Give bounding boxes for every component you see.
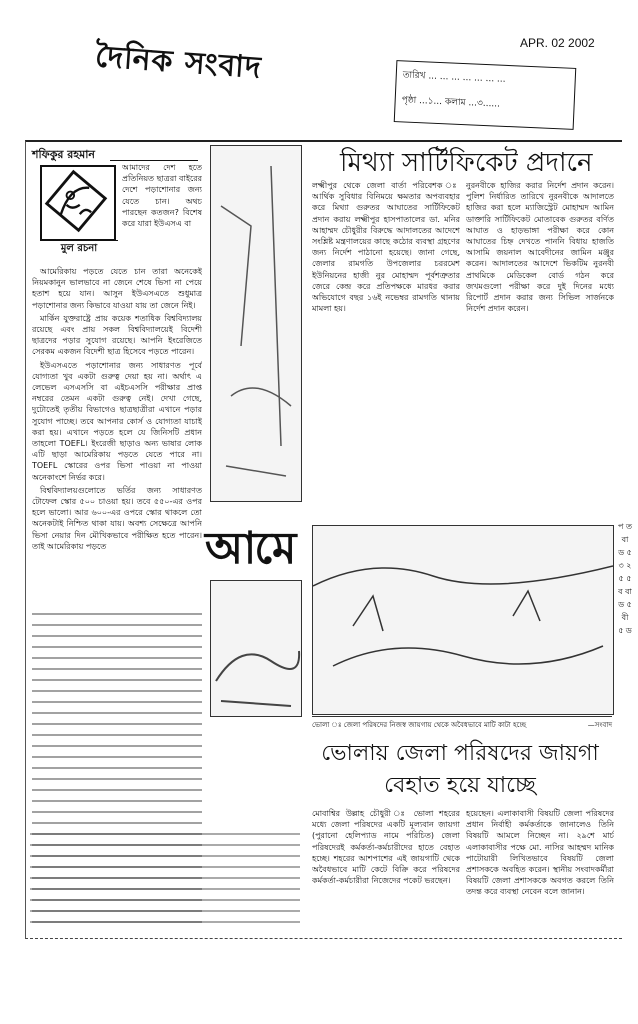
headline-fake-certificate: মিথ্যা সার্টিফিকেট প্রদানে xyxy=(340,148,593,178)
photo-soil-cutting xyxy=(312,525,614,715)
photo-small xyxy=(210,580,302,717)
article-body-col2: নুরনবীকে হাজির করার নির্দেশ প্রদান করেন। পুলিশ নির্ধারিত তারিখে নুরনবীকে আদালতে হাজির করা হলে ম্যাজিস্ট্রেট মোহাম্মদ আমিন ডাক্তারি সার্টিফিকেট মোতাবেক গুরুতর বর্ণিত আঘাত ও হাড়ভাঙ্গা পরীক্ষা করে কোন আঘাতের চিহ্ন দেখতে পাননি বিধায় হাজতি আসামি জয়নাল আবেদীনের জামিন মঞ্জুর করেন। আদালতের আদেশে ভিকটিম নুরনবী প্রাথমিকে মেডিকেল বোর্ড গঠন করে জখমগুলো পরীক্ষা করে দুই দিনের মধ্যে রিপোর্ট প্রদান করার জন্য সিভিল সার্জনকে নির্দেশ প্রদান করেন। xyxy=(466,181,614,314)
article-bottom-col2: হয়েছেন। এলাকাবাসী বিষয়টি জেলা পরিষদের প্রধান নির্বাহী কর্মকর্তাকে জানালেও তিনি বিষয়টি আমলে নিচ্ছেন না। ২৯শে মার্চ এলাকাবাসীর পক্ষে মো. নাসির আহম্মদ মানিক পাটোয়ারী লিখিতভাবে বিষয়টি জেলা প্রশাসককে অবহিত করেন। স্থানীয় সংবাদকর্মীরা বিষয়টি জেলা প্রশাসককে অবগত করলে তিনি তদন্ত করে ব্যবস্থা নেবেন বলে জানান। xyxy=(466,809,614,897)
section-logo-label: মুল রচনা xyxy=(40,240,118,258)
article-body-col1: লক্ষ্মীপুর থেকে জেলা বার্তা পরিবেশক ঃ আর্থিক সুবিধার বিনিময়ে ক্ষমতার অপব্যবহার করে মিথ্যা গুরুতর আঘাতের সার্টিফিকেট প্রদান করায় লক্ষ্মীপুর হাসপাতালের ডা. মনির আহাম্মদ চৌধুরীর বিরুদ্ধে আদালতের আদেশে সংশ্লিষ্ট মন্ত্রণালয়ের কাছে কঠোর ব্যবস্থা গ্রহণের জন্য নির্দেশ পাঠানো হয়েছে। জানা গেছে, জেলার রামগতি উপজেলার চররমেশ ইউনিয়নের হাজী নুর মোহাম্মদ পূর্বশত্রুতার জেরে কেন্দ্র করে প্রতিপক্ষকে মারধর করার অভিযোগে বছর ১৬ই নভেম্বর রামগতি থানায় মামলা হয়। xyxy=(312,181,460,314)
article-bottom-col1: মোবাশ্বির উল্লাহ চৌধুরী ঃ ভোলা শহরের মধ্যে জেলা পরিষদের একটি মূল্যবান জায়গা (পুরানো হেলিপ্যাড নামে পরিচিত) জেলা পরিষদেরই কর্মকর্তা-কর্মচারীদের হাতে বেহাত হচ্ছে। শহরের আশপাশের এই জায়গাটি থেকে অবৈধভাবে মাটি কেটে বিক্রি করে পরিষদের কর্মকর্তা-কর্মচারীরা নিজেদের পকেট ভরছেন। xyxy=(312,809,460,886)
section-logo-icon xyxy=(40,165,116,241)
photo-vertical xyxy=(210,145,302,502)
photo-credit: —সংবাদ xyxy=(587,721,612,729)
article-intro: আমাদের দেশ হতে প্রতিনিয়ত ছাত্ররা বাইরের দেশে পড়াশোনার জন্য যেতে চান। অথচ পারছেন কতজন? বিশেষ করে যারা ইউএসএ বা xyxy=(122,163,202,229)
caption-text: ভোলা ঃ জেলা পরিষদের নিজস্ব জায়গায় থেকে অবৈধভাবে মাটি কাটা হচ্ছে xyxy=(312,721,527,729)
headline-line: বেহাত হয়ে যাচ্ছে xyxy=(384,773,536,798)
headline-bhola xyxy=(315,738,605,802)
filing-stamp xyxy=(394,60,577,130)
partial-headline: আমে xyxy=(205,523,295,574)
divider xyxy=(110,160,198,161)
byline: শফিকুর রহমান xyxy=(32,148,95,161)
illegible-text-block xyxy=(30,830,300,930)
paragraph: আমেরিকায় পড়তে যেতে চান তারা অনেকেই নিয়মকানুন ভালভাবে না জেনে শেষে ভিসা না পেয়ে হতাশ হয়ে যান। আসুন ইউএসএতে শুধুমাত্র পড়াশোনার জন্য কিভাবে যাওয়া যায় তা জেনে নিই। xyxy=(32,267,202,310)
headline-line: ভোলায় জেলা পরিষদের জায়গা xyxy=(321,741,599,766)
article-body-left xyxy=(32,266,202,606)
date-stamp: APR. 02 2002 xyxy=(520,36,595,50)
paragraph: মার্কিন যুক্তরাষ্ট্রে প্রায় কয়েক শতাধিক বিশ্ববিদ্যালয় রয়েছে এবং প্রায় সকল বিশ্ববিদ্যালয়েই বিদেশী ছাত্রদের পড়ার সুযোগ রয়েছে। আপনি ইংরেজিতে সেরকম একজন বিদেশী ছাত্র হিসেবে পড়তে পারেন। xyxy=(32,313,202,357)
stamp-date-line: তারিখ ... ... ... ... ... ... ... xyxy=(402,70,506,85)
photo-caption xyxy=(312,716,612,731)
paragraph: বিশ্ববিদ্যালয়গুলোতে ভর্তির জন্য সাধারণত টোফেল স্কোর ৫০০ চাওয়া হয়। তবে ৫৫০-এর ওপর হলে ভালো। আর ৬০০-এর ওপরে স্কোর থাকলে তো অনেকটাই নিশ্চিত থাকা যায়। অবশ্য সেক্ষেত্রে আপনি ভিসা নেয়ার দিন মৌখিকভাবে পরীক্ষিত হতে পারেন। তাই আমেরিকায় পড়তে xyxy=(32,485,202,551)
newspaper-masthead: দৈনিক সংবাদ xyxy=(94,39,263,86)
paragraph: ইউএসএতে পড়াশোনার জন্য সাধারণত পূর্বে যোগ্যতা খুব একটা গুরুত্ব দেয়া হয় না। অর্থাৎ এ লেভেল এসএসসি বা এইচএসসি পরীক্ষার প্রাপ্ত নম্বরের তেমন একটা গুরুত্ব নেই। দেখা গেছে, দুটোতেই তৃতীয় বিভাগেও ছাত্রছাত্রীরা এখানে পড়ার সুযোগ পাচ্ছে। তবে আপনার কোর্স ও যোগ্যতা যাচাই করা হয়। এখানে পড়তে হলে যে জিনিসটি প্রধান তাহলো TOEFL। ইংরেজী ছাড়াও অন্য ভাষার লোক এটি ছাড়া আমেরিকায় পড়তে যেতে পারে না। TOEFL স্কোরের ওপর ভিসা পাওয়া না পাওয়া অনেকাংশে নির্ভর করে। xyxy=(32,360,202,482)
stamp-page-line: পৃষ্ঠা ...১... কলাম ...৩...... xyxy=(401,95,501,110)
margin-text: প ত বা ড ৫ ৩ ২ ৫ ৫ ব বা ড ৫ বী ৫ ড xyxy=(618,522,632,635)
